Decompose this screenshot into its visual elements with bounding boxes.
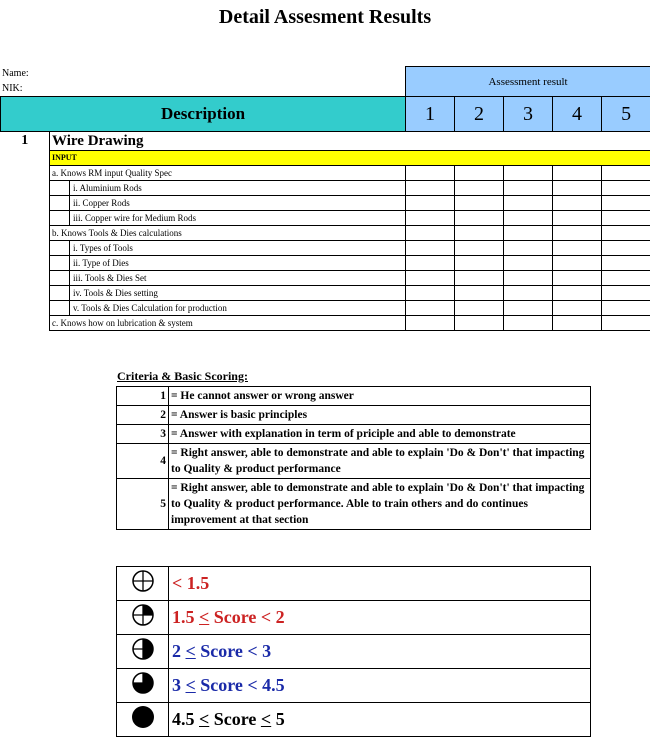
legend-label-part: 4.5 [172,709,199,729]
legend-label-part: Score [209,709,261,729]
score-cell[interactable] [553,271,602,286]
score-column-header: 1 [406,97,455,132]
score-cell[interactable] [553,211,602,226]
legend-label-part: Score < 4.5 [195,675,285,695]
score-cell[interactable] [504,241,553,256]
score-cell[interactable] [455,181,504,196]
criteria-row [117,387,591,406]
item-label: iv. Tools & Dies setting [70,286,406,301]
score-cell[interactable] [553,196,602,211]
score-column-header: 2 [455,97,504,132]
assessment-result-header: Assessment result [406,67,650,97]
nik-label: NIK: [2,83,23,94]
criteria-title: Criteria & Basic Scoring: [117,369,248,383]
legend-row [117,601,591,635]
legend-label-part: 2 [172,641,186,661]
score-cell[interactable] [455,286,504,301]
score-cell[interactable] [504,166,553,181]
score-cell[interactable] [406,316,455,331]
table-row [1,226,650,241]
score-cell[interactable] [406,286,455,301]
score-cell[interactable] [406,256,455,271]
score-cell[interactable] [553,241,602,256]
score-cell[interactable] [504,271,553,286]
table-row [1,256,650,271]
table-row [1,316,650,331]
score-cell[interactable] [504,256,553,271]
legend-row [117,669,591,703]
score-cell[interactable] [602,226,650,241]
score-cell[interactable] [553,181,602,196]
score-cell[interactable] [602,286,650,301]
score-legend-table [116,566,591,737]
item-label: iii. Tools & Dies Set [70,271,406,286]
legend-label-part: 1.5 [172,607,199,627]
criteria-row [117,425,591,444]
item-label: i. Aluminium Rods [70,181,406,196]
item-label: iii. Copper wire for Medium Rods [70,211,406,226]
assessment-table [0,66,650,331]
description-header: Description [1,97,406,132]
score-cell[interactable] [504,301,553,316]
score-cell[interactable] [602,271,650,286]
score-cell[interactable] [553,226,602,241]
legend-label-part: < 1.5 [172,573,210,593]
score-cell[interactable] [602,316,650,331]
score-cell[interactable] [455,301,504,316]
score-cell[interactable] [602,181,650,196]
score-cell[interactable] [504,211,553,226]
criteria-text: = Answer with explanation in term of priciple and able to demonstrate [169,425,591,444]
section-title: Wire Drawing [50,132,650,151]
table-row [1,211,650,226]
table-row [1,181,650,196]
criteria-row [117,444,591,479]
score-cell[interactable] [602,211,650,226]
empty-circle-cross-icon [131,580,155,597]
page-title: Detail Assesment Results [218,6,432,28]
legend-label-part: 5 [271,709,285,729]
criteria-row [117,406,591,425]
item-label: i. Types of Tools [70,241,406,256]
score-cell[interactable] [406,211,455,226]
score-cell[interactable] [406,301,455,316]
score-cell[interactable] [553,256,602,271]
score-cell[interactable] [602,166,650,181]
section-number: 1 [21,133,29,149]
legend-label [169,567,591,601]
score-cell[interactable] [553,301,602,316]
legend-label-part: < [260,709,272,729]
three-quarter-filled-circle-icon [131,682,155,699]
score-cell[interactable] [406,181,455,196]
criteria-text: = Right answer, able to demonstrate and able to explain 'Do & Don't' that impacting to Quality & product performance. Able to train others and do continues improvement at that section [169,479,591,530]
criteria-score: 2 [117,406,169,425]
score-cell[interactable] [406,241,455,256]
table-row [1,301,650,316]
item-label: ii. Type of Dies [70,256,406,271]
legend-row [117,703,591,737]
score-cell[interactable] [455,196,504,211]
full-circle-icon [131,716,155,733]
table-row [1,196,650,211]
score-cell[interactable] [455,256,504,271]
score-cell[interactable] [553,316,602,331]
criteria-table [116,386,591,530]
item-label: a. Knows RM input Quality Spec [50,166,406,181]
item-label: v. Tools & Dies Calculation for production [70,301,406,316]
quarter-filled-circle-icon [131,614,155,631]
criteria-row [117,479,591,530]
legend-label-part: 3 [172,675,186,695]
score-cell[interactable] [602,301,650,316]
criteria-score: 1 [117,387,169,406]
legend-label-part: < [199,607,210,627]
criteria-score: 5 [117,479,169,530]
legend-label-part: Score < 3 [195,641,272,661]
score-cell[interactable] [455,211,504,226]
score-cell[interactable] [504,196,553,211]
score-cell[interactable] [553,286,602,301]
score-cell[interactable] [406,196,455,211]
score-cell[interactable] [455,226,504,241]
table-row [1,241,650,256]
score-cell[interactable] [455,241,504,256]
input-row: INPUT [50,151,650,166]
score-cell[interactable] [602,256,650,271]
legend-row [117,635,591,669]
legend-label-part: < [199,709,210,729]
score-cell[interactable] [602,241,650,256]
legend-label [169,601,591,635]
legend-label [169,635,591,669]
criteria-text: = Right answer, able to demonstrate and able to explain 'Do & Don't' that impacting to Quality & product performance [169,444,591,479]
criteria-score: 3 [117,425,169,444]
table-row [1,286,650,301]
score-cell[interactable] [406,226,455,241]
legend-row [117,567,591,601]
legend-label-part: < [185,675,196,695]
score-cell[interactable] [406,166,455,181]
score-cell[interactable] [504,286,553,301]
item-label: ii. Copper Rods [70,196,406,211]
score-cell[interactable] [504,181,553,196]
legend-label-part: < [185,641,196,661]
table-row [1,271,650,286]
score-cell[interactable] [455,271,504,286]
score-column-header: 5 [602,97,650,132]
table-row [1,166,650,181]
score-column-header: 3 [504,97,553,132]
criteria-text: = Answer is basic principles [169,406,591,425]
item-label: c. Knows how on lubrication & system [50,316,406,331]
half-filled-circle-icon [131,648,155,665]
score-cell[interactable] [602,196,650,211]
criteria-text: = He cannot answer or wrong answer [169,387,591,406]
legend-label [169,703,591,737]
score-cell[interactable] [406,271,455,286]
item-label: b. Knows Tools & Dies calculations [50,226,406,241]
score-cell[interactable] [553,166,602,181]
score-cell[interactable] [455,316,504,331]
criteria-score: 4 [117,444,169,479]
score-column-header: 4 [553,97,602,132]
legend-label-part: Score < 2 [209,607,285,627]
name-label: Name: [2,68,29,79]
legend-label [169,669,591,703]
score-cell[interactable] [504,226,553,241]
score-cell[interactable] [455,166,504,181]
score-cell[interactable] [504,316,553,331]
